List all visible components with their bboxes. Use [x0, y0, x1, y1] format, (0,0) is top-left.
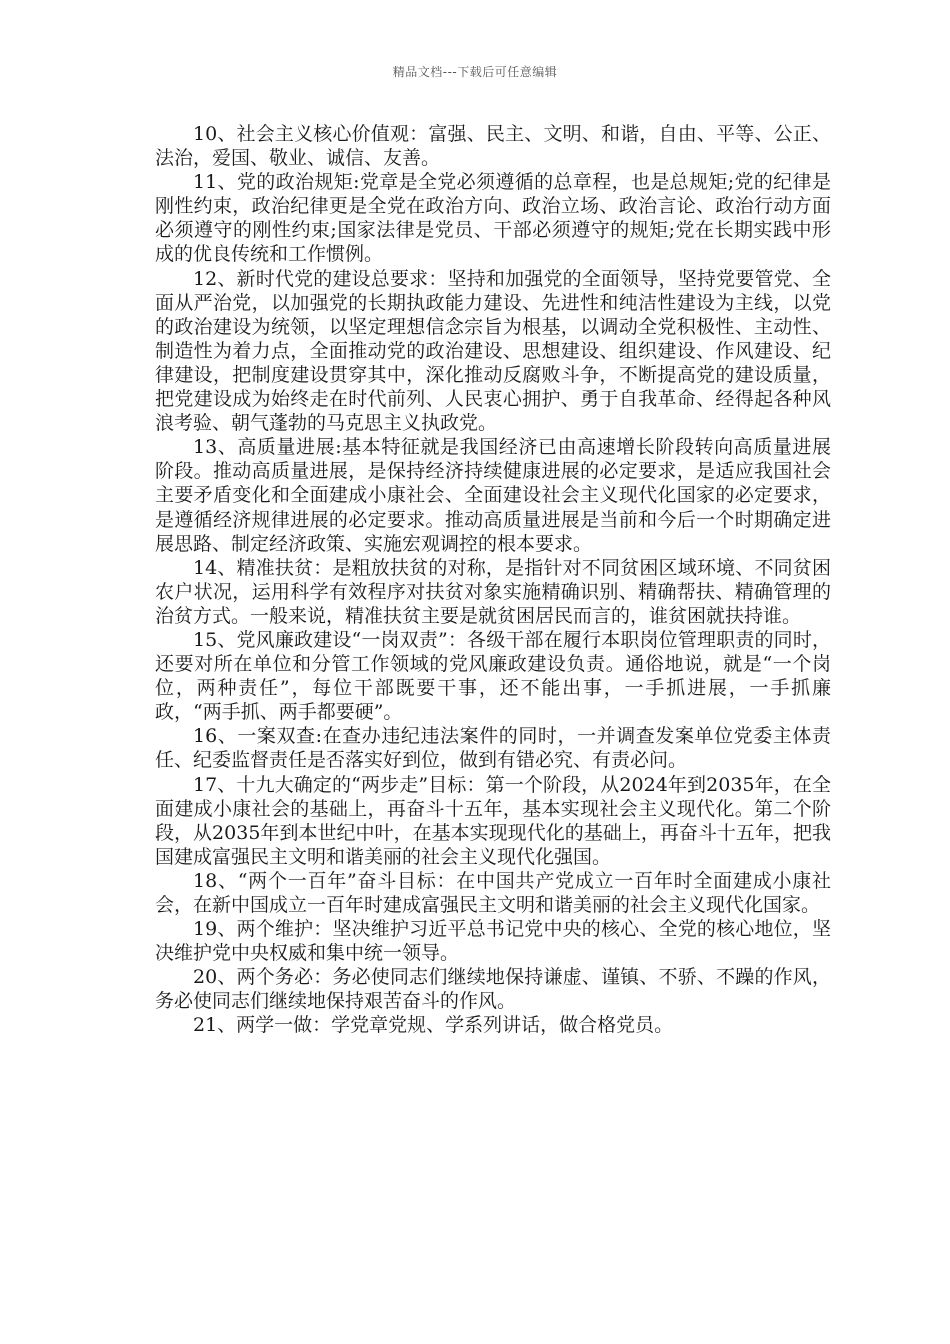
- paragraph-19-two-safeguards: 19、两个维护：坚决维护习近平总书记党中央的核心、全党的核心地位，坚决维护党中央权威和集中统一领导。: [155, 918, 831, 965]
- page-header: 精品文档---下载后可任意编辑: [392, 65, 558, 79]
- paragraph-18-two-centenary-goals: 18、“两个一百年”奋斗目标：在中国共产党成立一百年时全面建成小康社会，在新中国成立一百年时建成富强民主文明和谐美丽的社会主义现代化国家。: [155, 869, 831, 916]
- paragraph-12-party-building: 12、新时代党的建设总要求：坚持和加强党的全面领导，坚持党要管党、全面从严治党，以加强党的长期执政能力建设、先进性和纯洁性建设为主线，以党的政治建设为统领，以坚定理想信念宗旨为根基，以调动全党积极性、主动性、制造性为着力点，全面推动党的政治建设、思想建设、组织建设、作风建设、纪律建设，把制度建设贯穿其中，深化推动反腐败斗争，不断提高党的建设质量，把党建设成为始终走在时代前列、人民衷心拥护、勇于自我革命、经得起各种风浪考验、朝气蓬勃的马克思主义执政党。: [155, 267, 831, 435]
- document-body: [155, 122, 831, 1038]
- paragraph-17-two-step-goal: 17、十九大确定的“两步走”目标：第一个阶段，从2024年到2035年，在全面建成小康社会的基础上，再奋斗十五年，基本实现社会主义现代化。第二个阶段，从2035年到本世纪中叶，在基本实现现代化的基础上，再奋斗十五年，把我国建成富强民主文明和谐美丽的社会主义现代化强国。: [155, 773, 831, 868]
- paragraph-10-core-values: 10、社会主义核心价值观：富强、民主、文明、和谐，自由、平等、公正、法治，爱国、敬业、诚信、友善。: [155, 123, 831, 170]
- paragraph-15-one-post-two-duties: 15、党风廉政建设“一岗双责”：各级干部在履行本职岗位管理职责的同时，还要对所在单位和分管工作领域的党风廉政建设负责。通俗地说，就是“一个岗位，两种责任”，每位干部既要干事，还不能出事，一手抓进展，一手抓廉政，“两手抓、两手都要硬”。: [155, 628, 831, 724]
- paragraph-16-one-case-two-checks: 16、一案双查:在查办违纪违法案件的同时，一并调查发案单位党委主体责任、纪委监督责任是否落实好到位，做到有错必究、有责必问。: [155, 725, 831, 772]
- paragraph-14-targeted-poverty-alleviation: 14、精准扶贫：是粗放扶贫的对称，是指针对不同贫困区域环境、不同贫困农户状况，运用科学有效程序对扶贫对象实施精确识别、精确帮扶、精确管理的治贫方式。一般来说，精准扶贫主要是就贫困居民而言的，谁贫困就扶持谁。: [155, 556, 831, 627]
- paragraph-13-high-quality-development: 13、高质量进展:基本特征就是我国经济已由高速增长阶段转向高质量进展阶段。推动高质量进展，是保持经济持续健康进展的必定要求，是适应我国社会主要矛盾变化和全面建成小康社会、全面建设社会主义现代化国家的必定要求，是遵循经济规律进展的必定要求。推动高质量进展是当前和今后一个时期确定进展思路、制定经济政策、实施宏观调控的根本要求。: [155, 436, 831, 555]
- paragraph-20-two-musts: 20、两个务必：务必使同志们继续地保持谦虚、谨镇、不骄、不躁的作风，务必使同志们继续地保持艰苦奋斗的作风。: [155, 966, 831, 1013]
- paragraph-11-political-rules: 11、党的政治规矩:党章是全党必须遵循的总章程，也是总规矩;党的纪律是刚性约束，政治纪律更是全党在政治方向、政治立场、政治言论、政治行动方面必须遵守的刚性约束;国家法律是党员、干部必须遵守的规矩;党在长期实践中形成的优良传统和工作惯例。: [155, 171, 831, 266]
- paragraph-21-two-studies-one-action: 21、两学一做：学党章党规、学系列讲话，做合格党员。: [193, 1014, 674, 1037]
